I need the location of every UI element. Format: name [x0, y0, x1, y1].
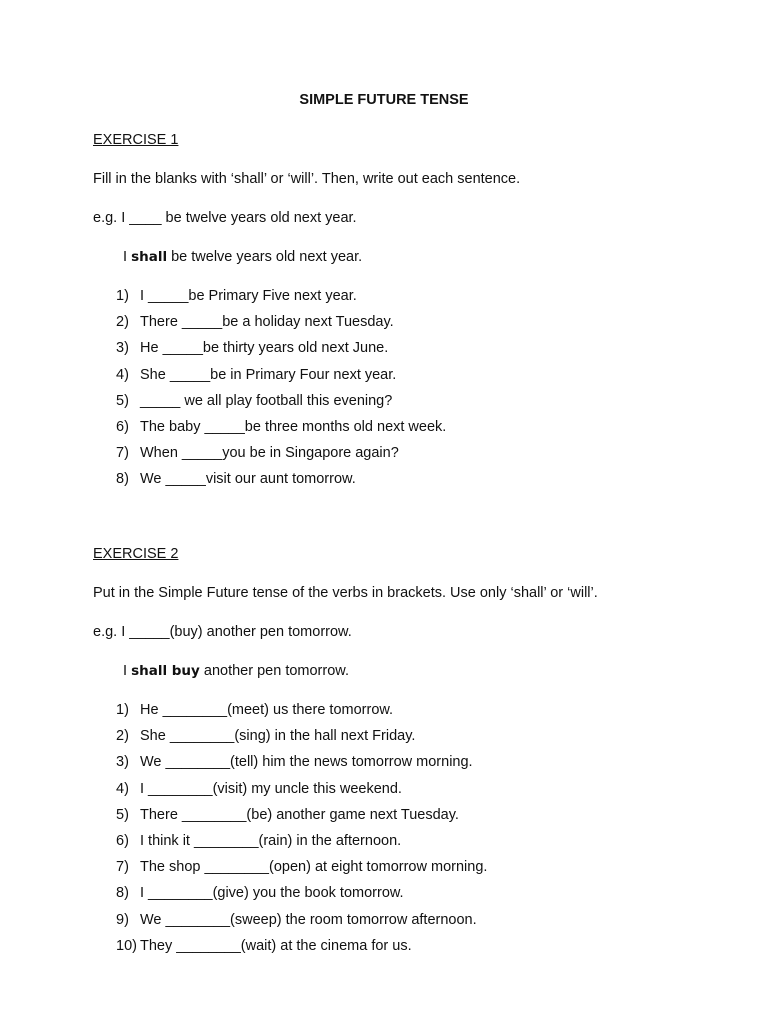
item-sentence: There ________(be) another game next Tuesday.: [140, 806, 459, 823]
item-sentence: I ________(visit) my uncle this weekend.: [140, 780, 402, 797]
item-number: 2): [116, 314, 129, 331]
exercise-1-example-answer: [123, 249, 362, 265]
item-number: 4): [116, 780, 129, 797]
answer-suffix: another pen tomorrow.: [199, 663, 349, 679]
item-number: 8): [116, 471, 129, 488]
item-number: 1): [116, 702, 129, 718]
item-number: 9): [116, 911, 129, 928]
exercise-2-instruction: Put in the Simple Future tense of the verbs in brackets. Use only ‘shall’ or ‘will’.: [93, 585, 598, 601]
answer-suffix: be twelve years old next year.: [167, 249, 363, 265]
item-sentence: When _____you be in Singapore again?: [140, 445, 399, 462]
exercise-2-example: e.g. I _____(buy) another pen tomorrow.: [93, 624, 352, 640]
item-sentence: _____ we all play football this evening?: [140, 392, 393, 409]
item-sentence: We ________(sweep) the room tomorrow afternoon.: [140, 911, 477, 928]
item-sentence: I _____be Primary Five next year.: [140, 288, 357, 304]
item-sentence: I think it ________(rain) in the afternoon.: [140, 832, 402, 849]
answer-prefix: I: [123, 663, 132, 679]
page-title: SIMPLE FUTURE TENSE: [299, 92, 469, 108]
answer-bold-word: shall: [131, 249, 168, 265]
item-number: 1): [116, 288, 129, 304]
exercise-1-example: e.g. I ____ be twelve years old next year.: [93, 210, 357, 226]
item-number: 4): [116, 366, 129, 383]
item-sentence: The shop ________(open) at eight tomorrow morning.: [140, 859, 488, 876]
item-sentence: The baby _____be three months old next week.: [140, 418, 447, 435]
item-sentence: There _____be a holiday next Tuesday.: [140, 314, 394, 331]
item-number: 6): [116, 418, 129, 435]
item-sentence: She _____be in Primary Four next year.: [140, 366, 397, 383]
item-number: 7): [116, 859, 129, 876]
item-number: 3): [116, 340, 129, 357]
exercise-2-heading: EXERCISE 2: [93, 546, 179, 562]
item-sentence: We ________(tell) him the news tomorrow morning.: [140, 754, 473, 771]
item-number: 2): [116, 728, 129, 745]
exercise-1-instruction: Fill in the blanks with ‘shall’ or ‘will’. Then, write out each sentence.: [93, 171, 521, 187]
exercise-2-example-answer: [123, 663, 349, 679]
item-number: 6): [116, 832, 129, 849]
item-number: 3): [116, 754, 129, 771]
item-number: 5): [116, 806, 129, 823]
item-sentence: He ________(meet) us there tomorrow.: [140, 702, 394, 718]
item-sentence: They ________(wait) at the cinema for us.: [140, 937, 412, 954]
exercise-1-heading: EXERCISE 1: [93, 132, 179, 148]
item-number: 5): [116, 392, 129, 409]
item-sentence: We _____visit our aunt tomorrow.: [140, 471, 356, 488]
item-number: 10): [116, 937, 137, 954]
answer-prefix: I: [123, 249, 132, 265]
answer-bold-word: shall buy: [131, 663, 200, 679]
item-sentence: I ________(give) you the book tomorrow.: [140, 885, 404, 902]
item-sentence: She ________(sing) in the hall next Friday.: [140, 728, 416, 745]
item-number: 8): [116, 885, 129, 902]
item-number: 7): [116, 445, 129, 462]
item-sentence: He _____be thirty years old next June.: [140, 340, 389, 357]
